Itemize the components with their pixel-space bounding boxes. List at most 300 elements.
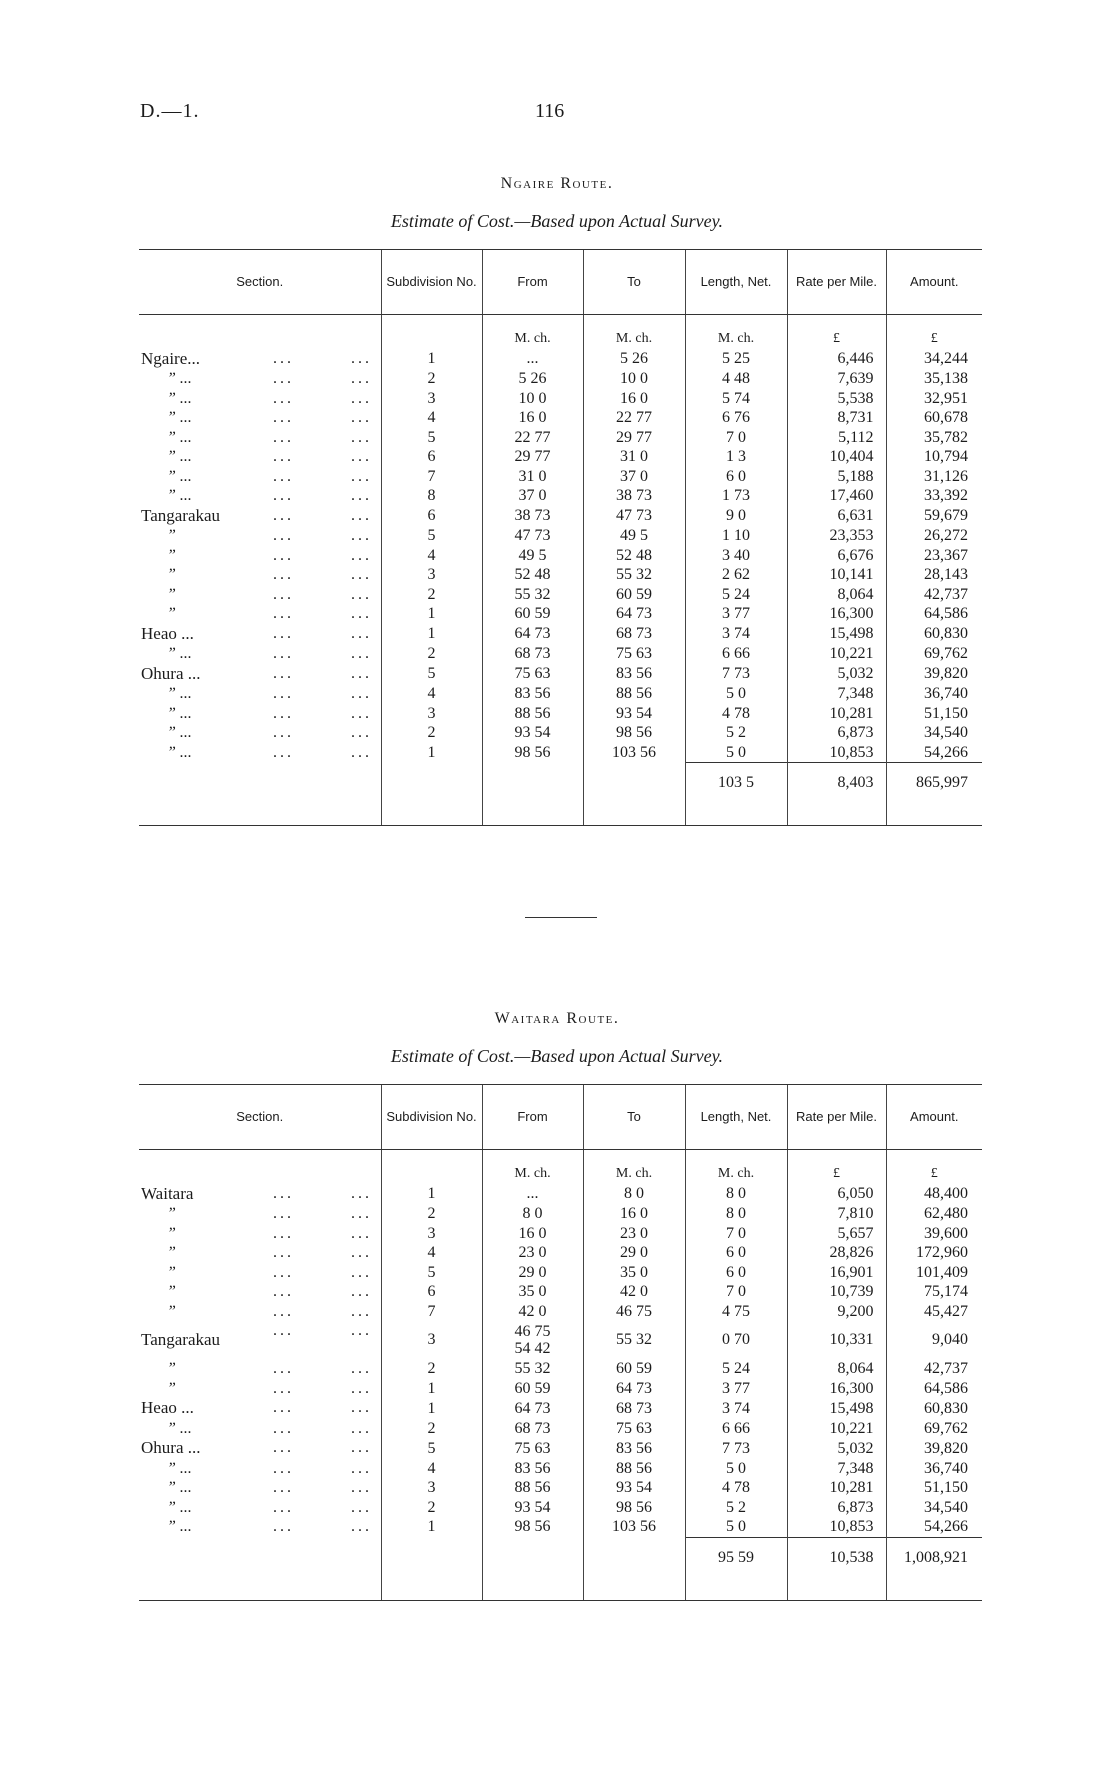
- table-row: [139, 546, 982, 566]
- column-header: To: [583, 1085, 685, 1150]
- table-row: [139, 1243, 982, 1263]
- section-separator: [525, 917, 597, 918]
- table-row: [139, 1379, 982, 1399]
- from-value: 60 59: [482, 604, 583, 624]
- from-value: 60 59: [482, 1379, 583, 1399]
- leader-dots: ...: [273, 389, 294, 407]
- section-cell: [139, 1359, 381, 1379]
- length-value: 4 75: [685, 1302, 787, 1322]
- section-name: Tangarakau: [141, 1329, 221, 1349]
- rate-value: 6,050: [787, 1184, 886, 1205]
- table-row: [139, 1224, 982, 1244]
- section-cell: [139, 1478, 381, 1498]
- rate-value: 10,853: [787, 743, 886, 763]
- unit-label: M. ch.: [583, 1164, 685, 1184]
- to-value: 64 73: [583, 1379, 685, 1399]
- to-value: 16 0: [583, 1204, 685, 1224]
- section-name: ”: [167, 566, 176, 583]
- empty-cell: [381, 803, 482, 826]
- subdivision-no: 7: [381, 467, 482, 487]
- amount-value: 60,678: [886, 408, 982, 428]
- to-value: 98 56: [583, 1498, 685, 1518]
- to-value: 88 56: [583, 684, 685, 704]
- from-value: 8 0: [482, 1204, 583, 1224]
- table-row: [139, 1517, 982, 1537]
- table-row: [139, 684, 982, 704]
- from-value: 75 63: [482, 1438, 583, 1459]
- route-subtitle-ngaire: Estimate of Cost.—Based upon Actual Survey.: [390, 211, 724, 231]
- subdivision-no: 3: [381, 1478, 482, 1498]
- amount-value: 35,782: [886, 428, 982, 448]
- spacer-row: [139, 1150, 982, 1165]
- leader-dots: ...: [273, 1379, 294, 1397]
- rate-value: 16,901: [787, 1263, 886, 1283]
- rate-value: 5,032: [787, 1438, 886, 1459]
- table-row: [139, 526, 982, 546]
- leader-dots: ...: [351, 1518, 372, 1535]
- rate-value: 10,853: [787, 1517, 886, 1537]
- amount-value: 32,951: [886, 389, 982, 409]
- column-header: Subdivision No.: [381, 1085, 482, 1150]
- to-value: 75 63: [583, 644, 685, 664]
- amount-value: 39,820: [886, 1438, 982, 1459]
- section-name: ” ...: [167, 704, 192, 722]
- table-row: [139, 506, 982, 527]
- to-value: 88 56: [583, 1459, 685, 1479]
- leader-dots: ...: [273, 1263, 294, 1281]
- leader-dots: ...: [351, 1322, 372, 1339]
- table-row: [139, 1282, 982, 1302]
- amount-value: 28,143: [886, 565, 982, 585]
- section-cell: [139, 1398, 381, 1419]
- spacer-cell: [685, 315, 787, 330]
- to-value: 31 0: [583, 447, 685, 467]
- leader-dots: ...: [351, 1360, 372, 1377]
- length-value: 6 76: [685, 408, 787, 428]
- section-name: ”: [167, 546, 176, 564]
- to-value: 93 54: [583, 704, 685, 724]
- section-name: ”: [167, 605, 176, 622]
- table-row: [139, 1498, 982, 1518]
- to-value: 35 0: [583, 1263, 685, 1283]
- table-row: [139, 389, 982, 409]
- unit-label: M. ch.: [482, 1164, 583, 1184]
- section-cell: [139, 1498, 381, 1518]
- section-cell: [139, 704, 381, 724]
- section-cell: [139, 1282, 381, 1302]
- amount-value: 26,272: [886, 526, 982, 546]
- amount-value: 42,737: [886, 585, 982, 605]
- rate-value: 16,300: [787, 604, 886, 624]
- table-row: [139, 1438, 982, 1459]
- amount-value: 51,150: [886, 1478, 982, 1498]
- leader-dots: ...: [273, 664, 294, 682]
- from-value: 93 54: [482, 1498, 583, 1518]
- leader-dots: ...: [351, 467, 372, 485]
- rate-value: 8,064: [787, 585, 886, 605]
- spacer-cell: [685, 1150, 787, 1165]
- leader-dots: ...: [351, 1283, 372, 1300]
- subdivision-no: 1: [381, 1379, 482, 1399]
- length-value: 5 2: [685, 723, 787, 743]
- totals-row: [139, 1537, 982, 1578]
- section-name: ”: [167, 1263, 176, 1281]
- section-cell: [139, 447, 381, 467]
- unit-label: £: [787, 329, 886, 349]
- spacer-cell: [583, 1150, 685, 1165]
- to-value: 22 77: [583, 408, 685, 428]
- from-value: 16 0: [482, 408, 583, 428]
- leader-dots: ...: [351, 1399, 372, 1416]
- to-value: 29 77: [583, 428, 685, 448]
- section-cell: [139, 1379, 381, 1399]
- section-name: ” ...: [167, 743, 192, 761]
- section-cell: [139, 408, 381, 428]
- leader-dots: ...: [273, 624, 294, 642]
- section-name: ”: [167, 1379, 176, 1397]
- section-cell: [139, 1224, 381, 1244]
- rate-value: 10,221: [787, 1419, 886, 1439]
- table-row: [139, 604, 982, 624]
- subdivision-no: 4: [381, 408, 482, 428]
- leader-dots: ...: [351, 1184, 372, 1202]
- empty-cell: [482, 763, 583, 804]
- rate-value: 16,300: [787, 1379, 886, 1399]
- section-cell: [139, 546, 381, 566]
- leader-dots: ...: [273, 704, 294, 722]
- amount-value: 10,794: [886, 447, 982, 467]
- leader-dots: ...: [351, 1419, 372, 1437]
- total-amount: 1,008,921: [886, 1537, 982, 1578]
- length-value: 5 2: [685, 1498, 787, 1518]
- table-row: [139, 467, 982, 487]
- rate-value: 15,498: [787, 1398, 886, 1419]
- section-name: ” ...: [167, 724, 192, 741]
- rate-value: 6,873: [787, 1498, 886, 1518]
- table-row: [139, 486, 982, 506]
- leader-dots: ...: [273, 685, 294, 702]
- to-value: 55 32: [583, 1321, 685, 1359]
- leader-dots: ...: [273, 1419, 294, 1437]
- rate-value: 5,657: [787, 1224, 886, 1244]
- amount-value: 39,600: [886, 1224, 982, 1244]
- empty-cell: [685, 1578, 787, 1601]
- leader-dots: ...: [273, 448, 294, 465]
- to-value: 49 5: [583, 526, 685, 546]
- leader-dots: ...: [351, 1439, 372, 1456]
- table-row: [139, 1321, 982, 1359]
- table-row: [139, 723, 982, 743]
- amount-value: 54,266: [886, 743, 982, 763]
- from-value: [482, 1321, 583, 1359]
- subdivision-no: 1: [381, 349, 482, 370]
- amount-value: 23,367: [886, 546, 982, 566]
- amount-value: 101,409: [886, 1263, 982, 1283]
- column-header: Amount.: [886, 1085, 982, 1150]
- to-value: 8 0: [583, 1184, 685, 1205]
- amount-value: 172,960: [886, 1243, 982, 1263]
- to-value: 38 73: [583, 486, 685, 506]
- section-name: Ohura ...: [141, 1438, 201, 1457]
- section-name: ” ...: [167, 370, 192, 387]
- from-value: 68 73: [482, 1419, 583, 1439]
- spacer-cell: [583, 315, 685, 330]
- unit-label: [139, 329, 381, 349]
- from-value: 29 77: [482, 447, 583, 467]
- from-value: 64 73: [482, 1398, 583, 1419]
- subdivision-no: 7: [381, 1302, 482, 1322]
- empty-cell: [583, 763, 685, 804]
- empty-cell: [886, 803, 982, 826]
- section-cell: [139, 369, 381, 389]
- leader-dots: ...: [273, 1459, 294, 1477]
- leader-dots: ...: [351, 448, 372, 465]
- leader-dots: ...: [273, 1322, 294, 1339]
- section-cell: [139, 1243, 381, 1263]
- leader-dots: ...: [273, 1360, 294, 1377]
- amount-value: 75,174: [886, 1282, 982, 1302]
- column-header: Rate per Mile.: [787, 1085, 886, 1150]
- subdivision-no: 3: [381, 704, 482, 724]
- empty-cell: [381, 763, 482, 804]
- length-value: 1 10: [685, 526, 787, 546]
- rate-value: 10,331: [787, 1321, 886, 1359]
- rate-value: 8,731: [787, 408, 886, 428]
- table-row: [139, 1459, 982, 1479]
- amount-value: 33,392: [886, 486, 982, 506]
- unit-label: [139, 1164, 381, 1184]
- subdivision-no: 6: [381, 447, 482, 467]
- leader-dots: ...: [351, 743, 372, 761]
- spacer-cell: [886, 315, 982, 330]
- column-header: Amount.: [886, 250, 982, 315]
- subdivision-no: 3: [381, 565, 482, 585]
- table-row: [139, 1398, 982, 1419]
- amount-value: 34,540: [886, 723, 982, 743]
- section-cell: [139, 349, 381, 370]
- leader-dots: ...: [273, 1283, 294, 1300]
- rate-value: 10,141: [787, 565, 886, 585]
- to-value: 60 59: [583, 1359, 685, 1379]
- rate-value: 7,348: [787, 1459, 886, 1479]
- subdivision-no: 3: [381, 1224, 482, 1244]
- from-value: 52 48: [482, 565, 583, 585]
- from-value: 83 56: [482, 684, 583, 704]
- from-value: 47 73: [482, 526, 583, 546]
- section-name: ”: [167, 1244, 176, 1261]
- unit-label: M. ch.: [685, 1164, 787, 1184]
- amount-value: 36,740: [886, 684, 982, 704]
- leader-dots: ...: [351, 527, 372, 544]
- table-row: [139, 447, 982, 467]
- from-value: 88 56: [482, 1478, 583, 1498]
- spacer-cell: [139, 1150, 381, 1165]
- length-value: 5 0: [685, 1517, 787, 1537]
- total-length: 95 59: [685, 1537, 787, 1578]
- length-value: 7 0: [685, 1224, 787, 1244]
- rate-value: 5,538: [787, 389, 886, 409]
- section-cell: [139, 1184, 381, 1205]
- rate-value: 6,446: [787, 349, 886, 370]
- section-name: ”: [167, 1360, 176, 1377]
- section-name: ” ...: [167, 1419, 192, 1437]
- table-row: [139, 704, 982, 724]
- subdivision-no: 6: [381, 506, 482, 527]
- subdivision-no: 4: [381, 1243, 482, 1263]
- subdivision-no: 4: [381, 546, 482, 566]
- from-value: 55 32: [482, 585, 583, 605]
- spacer-cell: [381, 315, 482, 330]
- section-cell: [139, 526, 381, 546]
- length-value: 7 73: [685, 664, 787, 685]
- leader-dots: ...: [273, 1518, 294, 1535]
- leader-dots: ...: [273, 409, 294, 426]
- unit-label: M. ch.: [482, 329, 583, 349]
- to-value: 64 73: [583, 604, 685, 624]
- from-value: 68 73: [482, 644, 583, 664]
- length-value: 4 78: [685, 704, 787, 724]
- table-row: [139, 349, 982, 370]
- subdivision-no: 2: [381, 369, 482, 389]
- rate-value: 6,676: [787, 546, 886, 566]
- leader-dots: ...: [273, 370, 294, 387]
- unit-label: M. ch.: [685, 329, 787, 349]
- section-cell: [139, 506, 381, 527]
- table-row: [139, 585, 982, 605]
- section-cell: [139, 664, 381, 685]
- leader-dots: ...: [351, 409, 372, 426]
- section-name: Waitara: [141, 1183, 194, 1203]
- from-value-line: 54 42: [514, 1340, 551, 1357]
- from-value: 37 0: [482, 486, 583, 506]
- header-row: [139, 1085, 982, 1150]
- section-cell: [139, 467, 381, 487]
- length-value: 6 0: [685, 467, 787, 487]
- spacer-cell: [787, 315, 886, 330]
- from-value: 83 56: [482, 1459, 583, 1479]
- subdivision-no: 1: [381, 624, 482, 645]
- spacer-cell: [139, 315, 381, 330]
- units-row: [139, 329, 982, 349]
- table-row: [139, 644, 982, 664]
- rate-value: 10,281: [787, 1478, 886, 1498]
- section-name: ” ...: [167, 448, 192, 465]
- empty-cell: [583, 1578, 685, 1601]
- amount-value: 60,830: [886, 624, 982, 645]
- empty-cell: [787, 803, 886, 826]
- from-value: 88 56: [482, 704, 583, 724]
- leader-dots: ...: [351, 1379, 372, 1397]
- subdivision-no: 6: [381, 1282, 482, 1302]
- column-header: Section.: [139, 1085, 381, 1150]
- empty-cell: [583, 1537, 685, 1578]
- amount-value: 36,740: [886, 1459, 982, 1479]
- section-name: ” ...: [167, 409, 192, 426]
- empty-cell: [787, 1578, 886, 1601]
- subdivision-no: 3: [381, 389, 482, 409]
- unit-label: [381, 1164, 482, 1184]
- length-value: 7 73: [685, 1438, 787, 1459]
- leader-dots: ...: [273, 743, 294, 761]
- rate-value: 10,221: [787, 644, 886, 664]
- rate-value: 5,032: [787, 664, 886, 685]
- amount-value: 35,138: [886, 369, 982, 389]
- section-name: ”: [167, 585, 176, 603]
- length-value: 6 0: [685, 1243, 787, 1263]
- leader-dots: ...: [273, 1205, 294, 1222]
- section-name: ” ...: [167, 645, 192, 662]
- route-subtitle-waitara: Estimate of Cost.—Based upon Actual Survey.: [390, 1046, 724, 1066]
- section-name: ” ...: [167, 685, 192, 702]
- unit-label: £: [886, 1164, 982, 1184]
- section-cell: [139, 604, 381, 624]
- section-name: ”: [167, 1224, 176, 1242]
- section-name: ” ...: [167, 389, 192, 407]
- section-cell: [139, 684, 381, 704]
- leader-dots: ...: [351, 605, 372, 622]
- total-rate: 10,538: [787, 1537, 886, 1578]
- unit-label: [381, 329, 482, 349]
- subdivision-no: 5: [381, 526, 482, 546]
- leader-dots: ...: [351, 624, 372, 642]
- empty-cell: [886, 1578, 982, 1601]
- leader-dots: ...: [273, 349, 294, 367]
- to-value: 29 0: [583, 1243, 685, 1263]
- length-value: 5 24: [685, 1359, 787, 1379]
- leader-dots: ...: [351, 1244, 372, 1261]
- leader-dots: ...: [273, 428, 294, 446]
- from-value: 42 0: [482, 1302, 583, 1322]
- amount-value: 69,762: [886, 1419, 982, 1439]
- leader-dots: ...: [351, 566, 372, 583]
- from-value: 98 56: [482, 743, 583, 763]
- rate-value: 6,873: [787, 723, 886, 743]
- to-value: 98 56: [583, 723, 685, 743]
- section-name: ” ...: [167, 1459, 192, 1477]
- to-value: 42 0: [583, 1282, 685, 1302]
- section-name: Tangarakau: [141, 505, 221, 525]
- subdivision-no: 1: [381, 604, 482, 624]
- section-name: Ohura ...: [141, 663, 201, 683]
- spacer-cell: [886, 1150, 982, 1165]
- empty-cell: [381, 1537, 482, 1578]
- from-value: 98 56: [482, 1517, 583, 1537]
- rate-value: 15,498: [787, 624, 886, 645]
- rate-value: 28,826: [787, 1243, 886, 1263]
- table-row: [139, 565, 982, 585]
- section-cell: [139, 585, 381, 605]
- section-cell: [139, 486, 381, 506]
- to-value: 83 56: [583, 1438, 685, 1459]
- to-value: 37 0: [583, 467, 685, 487]
- to-value: 103 56: [583, 1517, 685, 1537]
- subdivision-no: 2: [381, 1498, 482, 1518]
- from-value: 31 0: [482, 467, 583, 487]
- units-row: [139, 1164, 982, 1184]
- from-value: 16 0: [482, 1224, 583, 1244]
- section-name: ”: [167, 1302, 176, 1320]
- leader-dots: ...: [351, 685, 372, 702]
- subdivision-no: 5: [381, 1438, 482, 1459]
- table-row: [139, 1359, 982, 1379]
- leader-dots: ...: [351, 645, 372, 662]
- to-value: 10 0: [583, 369, 685, 389]
- leader-dots: ...: [351, 664, 372, 682]
- amount-value: 60,830: [886, 1398, 982, 1419]
- to-value: 103 56: [583, 743, 685, 763]
- rate-value: 6,631: [787, 506, 886, 527]
- leader-dots: ...: [351, 1498, 372, 1516]
